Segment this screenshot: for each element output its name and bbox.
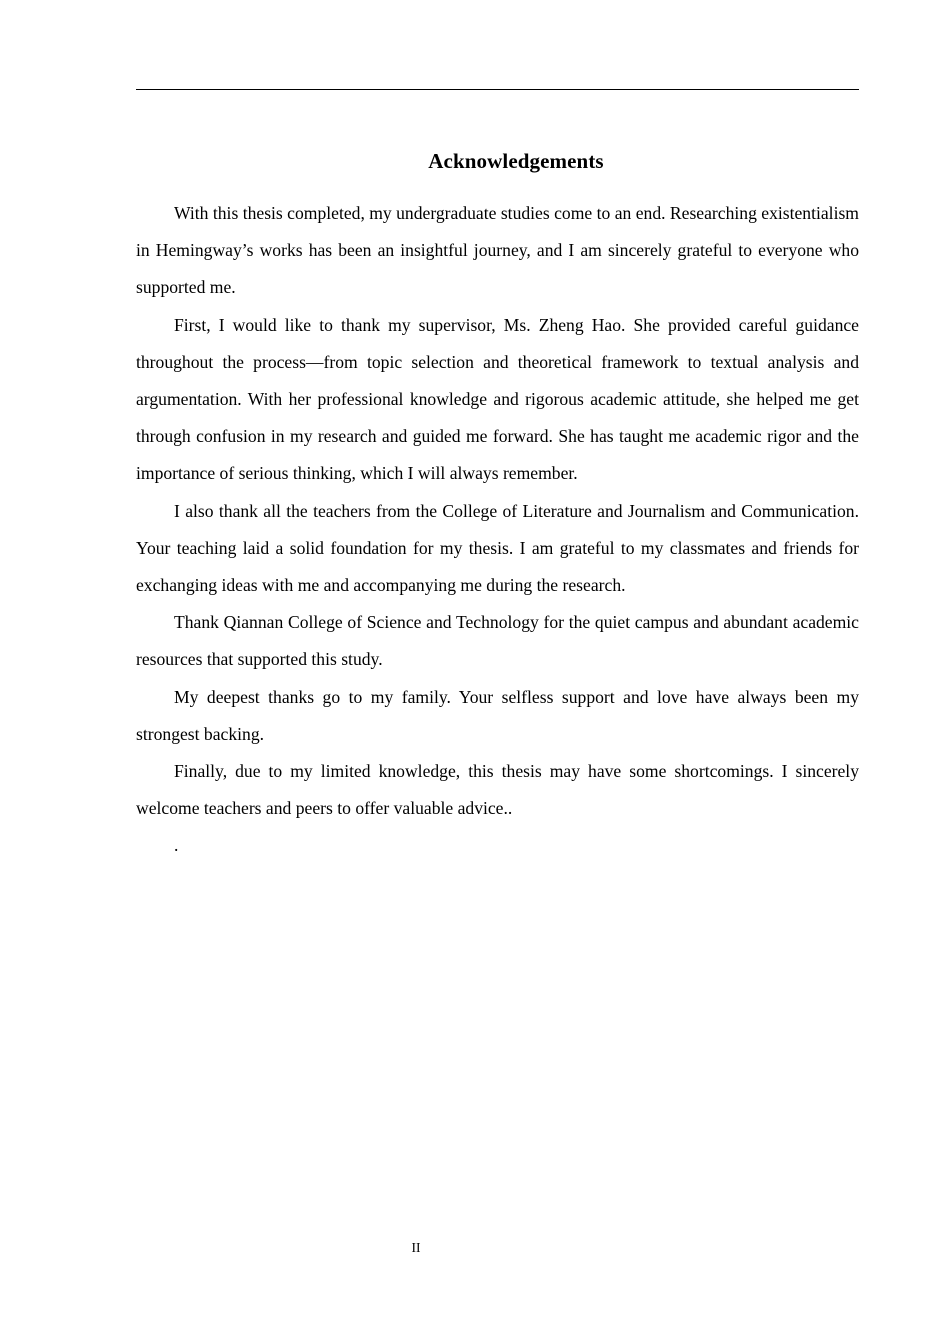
paragraph-college: Thank Qiannan College of Science and Technology for the quiet campus and abundant academic resources that supported this study.	[136, 612, 859, 670]
paragraph-supervisor: First, I would like to thank my supervisor, Ms. Zheng Hao. She provided careful guidance throughout the process—from topic selection and theoretical framework to textual analysis and argumentation. With her professional knowledge and rigorous academic attitude, she helped me get through confusion in my research and guided me forward. She has taught me academic rigor and the importance of serious thinking, which I will always remember.	[136, 314, 859, 484]
trailing-mark: .	[174, 835, 179, 856]
paragraph-closing: Finally, due to my limited knowledge, this thesis may have some shortcomings. I sincerely welcome teachers and peers to offer valuable advice..	[136, 761, 859, 819]
paragraph-family: My deepest thanks go to my family. Your selfless support and love have always been my strongest backing.	[136, 686, 859, 744]
paragraph-intro: With this thesis completed, my undergraduate studies come to an end. Researching existentialism in Hemingway’s works has been an insightful journey, and I am sincerely grateful to everyone who supported me.	[136, 203, 859, 298]
page-title: Acknowledgements	[428, 149, 604, 173]
paragraph-teachers: I also thank all the teachers from the College of Literature and Journalism and Communication. Your teaching laid a solid foundation for my thesis. I am grateful to my classmates and friends for exchanging ideas with me and accompanying me during the research.	[136, 500, 859, 596]
acknowledgements-body	[136, 195, 859, 865]
page-number: II	[411, 1240, 421, 1255]
header-rule	[136, 89, 859, 90]
